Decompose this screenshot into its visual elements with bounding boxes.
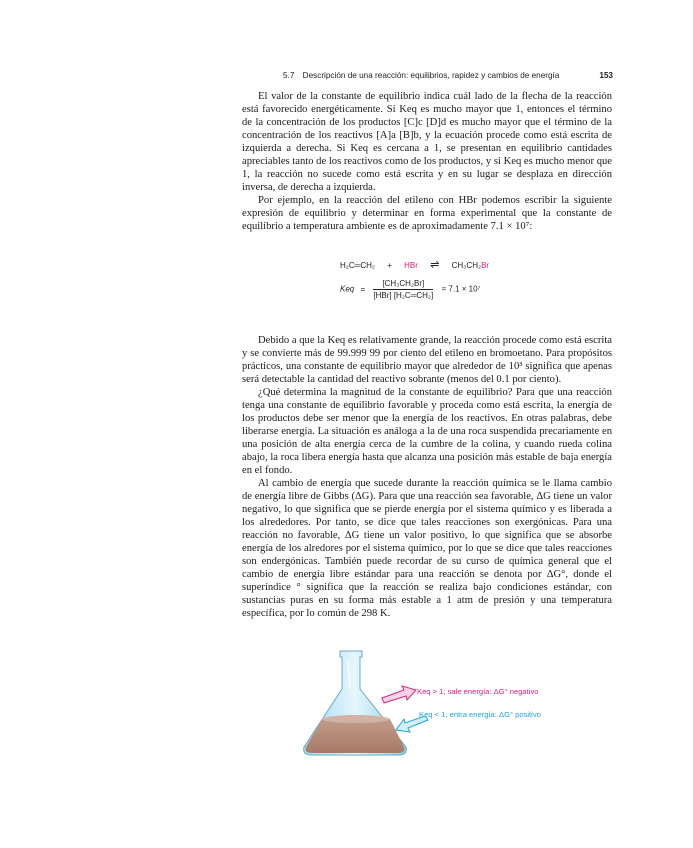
- keq-equals: =: [360, 284, 366, 294]
- equilibrium-arrow: ⇌: [430, 259, 440, 271]
- label-energy-released: Keq > 1; sale energía: ΔG° negativo: [417, 687, 539, 696]
- paragraph-magnitude: ¿Qué determina la magnitud de la constante de equilibrio? Para que una reacción tenga una constante de equilibrio favorable y proceda como está escrita, la energía de los productos debe ser menor que la energía de los reactivos. En otras palabras, debe liberarse energía. La situación es análoga a la de una roca suspendida precariamente en una posición de alta energía cerca de la cumbre de la colina, y cuando rueda colina abajo, la roca libera energía hasta que alcanza una posición más estable de baja energía en el fondo.: [242, 387, 612, 476]
- keq-symbol: Keq: [340, 284, 355, 294]
- body-text-top: [242, 90, 612, 233]
- section-number: 5.7: [283, 71, 295, 80]
- section-title: Descripción de una reacción: equilibrios, rapidez y cambios de energía: [302, 71, 560, 80]
- keq-numerator: [CH₃CH₂Br]: [373, 279, 433, 290]
- reactant-ethylene: H₂C═CH₂: [340, 261, 375, 270]
- product-prefix: CH₃CH₂: [451, 261, 482, 270]
- paragraph-example: Por ejemplo, en la reacción del etileno con HBr podemos escribir la siguiente expresión de equilibrio y determinar en forma experimental que la constante de equilibrio a temperatura ambiente es de aproximadamente 7.1 × 10⁷:: [242, 195, 612, 232]
- running-header: [283, 71, 613, 80]
- plus-sign: +: [387, 261, 392, 270]
- reactant-hbr: HBr: [404, 261, 418, 270]
- energy-in-arrow-icon: [394, 716, 430, 738]
- equilibrium-expression: [340, 279, 480, 300]
- keq-denominator: [HBr] [H₂C═CH₂]: [373, 291, 434, 300]
- keq-value: = 7.1 × 10⁷: [441, 284, 481, 294]
- energy-out-arrow-icon: [380, 684, 418, 704]
- keq-fraction: [373, 279, 433, 300]
- paragraph-large-keq: Debido a que la Keq es relativamente grande, la reacción procede como está escrita y se convierte más de 99.999 99 por ciento del etileno en bromoetano. Para propósitos prácticos, una constante de equilibrio mayor que alrededor de 10³ significa que apenas será detectable la cantidad del reactivo sobrante (menos del 0.1 por ciento).: [242, 335, 612, 385]
- reaction-equation: [340, 258, 489, 271]
- body-text-bottom: [242, 334, 612, 620]
- paragraph-keq-meaning: El valor de la constante de equilibrio indica cuál lado de la flecha de la reacción está favorecido energéticamente. Si Keq es mucho mayor que 1, entonces el término de la concentración de los productos [C]c [D]d es mucho mayor que el término de la concentración de los reactivos [A]a [B]b, y la ecuación procede como está escrita de izquierda a derecha. Si Keq es cercana a 1, se presentan en equilibrio cantidades apreciables tanto de los reactivos como de los productos, y si Keq es mucho menor que 1, la reacción no sucede como está escrita y en su lugar se desplaza en dirección inversa, de derecha a izquierda.: [242, 91, 612, 193]
- page-number: 153: [599, 71, 613, 80]
- product-bromoethane: [452, 261, 489, 270]
- label-energy-absorbed: Keq < 1; entra energía: ΔG° positivo: [419, 710, 541, 719]
- paragraph-gibbs: Al cambio de energía que sucede durante la reacción química se le llama cambio de energía libre de Gibbs (ΔG). Para que una reacción sea favorable, ΔG tiene un valor negativo, lo que significa que se pierde energía por el sistema químico y es liberada a los alrededores. Por tanto, se dice que tales reacciones son exergónicas. Para una reacción no favorable, ΔG tiene un valor positivo, lo que significa que se absorbe energía de los alredores por el sistema químico, por lo que se dice que tales reacciones son endergónicas. También puede recordar de su curso de química general que el cambio de energía libre estándar para una reacción se denota por ΔG°, donde el superíndice ° significa que la reacción se realiza bajo condiciones estándar, con sustancias puras en su forma más estable a 1 atm de presión y una temperatura específica, por lo común de 298 K.: [242, 478, 612, 619]
- product-br: Br: [481, 261, 490, 270]
